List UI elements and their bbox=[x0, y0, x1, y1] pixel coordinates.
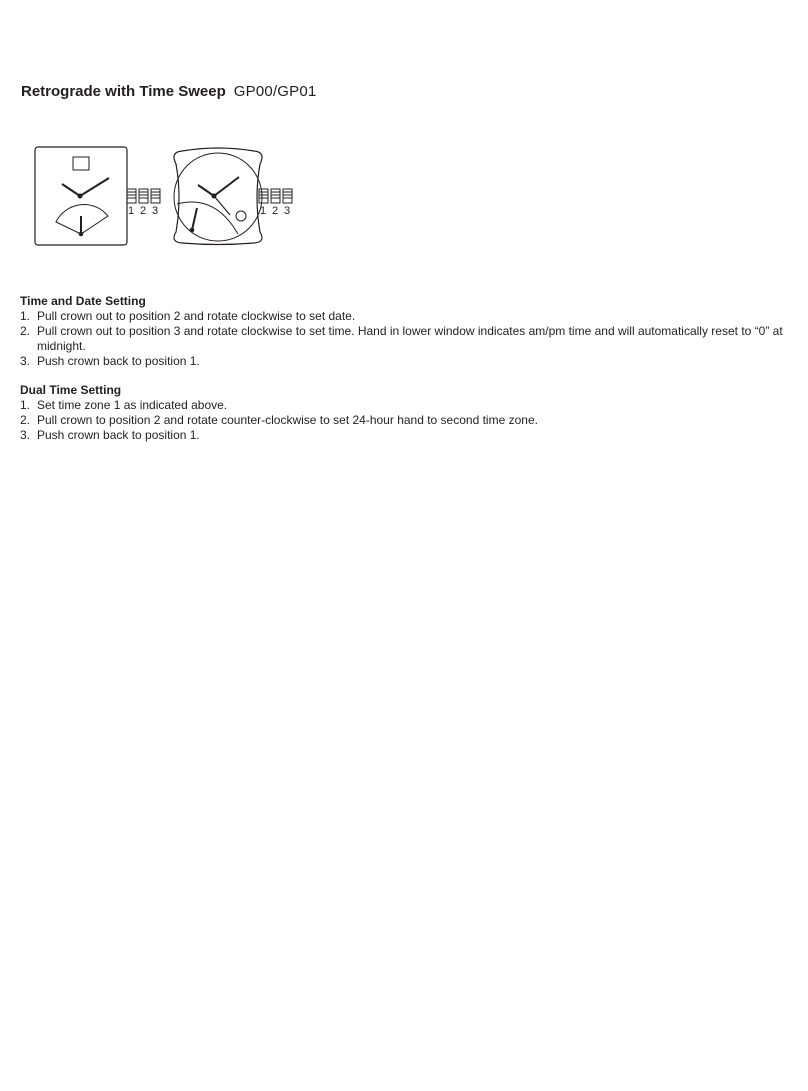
second-hand bbox=[214, 196, 230, 215]
24-hour-hand bbox=[192, 208, 197, 230]
step-text: Push crown back to position 1. bbox=[37, 354, 200, 368]
retrograde-pivot bbox=[79, 232, 83, 236]
watch-left bbox=[35, 147, 127, 245]
section-heading: Dual Time Setting bbox=[20, 383, 122, 397]
step-number: 3. bbox=[20, 354, 31, 368]
crown-left-label-2: 2 bbox=[140, 205, 147, 217]
watch-right-dial bbox=[174, 153, 262, 241]
crown-right bbox=[259, 189, 292, 203]
24-hour-pivot bbox=[190, 228, 194, 232]
hour-hand bbox=[62, 184, 80, 196]
crown-left-position-1 bbox=[127, 189, 136, 203]
step-number: 2. bbox=[20, 413, 31, 427]
watch-right bbox=[174, 148, 262, 245]
step-number: 1. bbox=[20, 398, 31, 412]
watch-diagram bbox=[30, 142, 320, 252]
minute-hand bbox=[80, 178, 109, 196]
step-text: Set time zone 1 as indicated above. bbox=[37, 398, 228, 412]
time-and-date-setting-section bbox=[20, 294, 795, 369]
dual-time-setting-section bbox=[20, 383, 795, 443]
hands-pivot bbox=[212, 194, 216, 198]
section-heading: Time and Date Setting bbox=[20, 294, 146, 308]
model-number: GP00/GP01 bbox=[233, 83, 317, 100]
crown-right-position-2 bbox=[271, 189, 280, 203]
list-item bbox=[20, 428, 795, 443]
step-text: Pull crown out to position 2 and rotate clockwise to set date. bbox=[37, 309, 356, 323]
list-item bbox=[20, 398, 795, 413]
crown-right-position-3 bbox=[283, 189, 292, 203]
crown-left-label-3: 3 bbox=[152, 205, 159, 217]
crown-left-label-1: 1 bbox=[128, 205, 135, 217]
crown-left-position-2 bbox=[139, 189, 148, 203]
date-window bbox=[73, 157, 89, 170]
crown-left bbox=[127, 189, 160, 203]
watch-right-case bbox=[174, 148, 262, 245]
page-title bbox=[21, 82, 316, 102]
step-number: 3. bbox=[20, 428, 31, 442]
crown-right-label-1: 1 bbox=[260, 205, 267, 217]
steps-list bbox=[20, 309, 795, 369]
list-item bbox=[20, 354, 795, 369]
crown-right-label-3: 3 bbox=[284, 205, 291, 217]
crown-left-position-3 bbox=[151, 189, 160, 203]
hands-pivot bbox=[78, 194, 82, 198]
steps-list bbox=[20, 398, 795, 443]
minute-hand bbox=[214, 177, 239, 196]
step-number: 2. bbox=[20, 324, 31, 338]
small-subdial bbox=[236, 211, 246, 221]
crown-right-position-1 bbox=[259, 189, 268, 203]
list-item bbox=[20, 324, 795, 354]
step-number: 1. bbox=[20, 309, 31, 323]
list-item bbox=[20, 309, 795, 324]
hour-hand bbox=[198, 185, 214, 196]
second-timezone-window bbox=[177, 202, 238, 234]
step-text: Pull crown out to position 3 and rotate clockwise to set time. Hand in lower window indicates am/pm time and will automatically reset to “0” at midnight. bbox=[37, 324, 783, 353]
step-text: Pull crown to position 2 and rotate counter-clockwise to set 24-hour hand to second time zone. bbox=[37, 413, 538, 427]
step-text: Push crown back to position 1. bbox=[37, 428, 200, 442]
list-item bbox=[20, 413, 795, 428]
title-main: Retrograde with Time Sweep bbox=[21, 83, 226, 100]
crown-right-label-2: 2 bbox=[272, 205, 279, 217]
